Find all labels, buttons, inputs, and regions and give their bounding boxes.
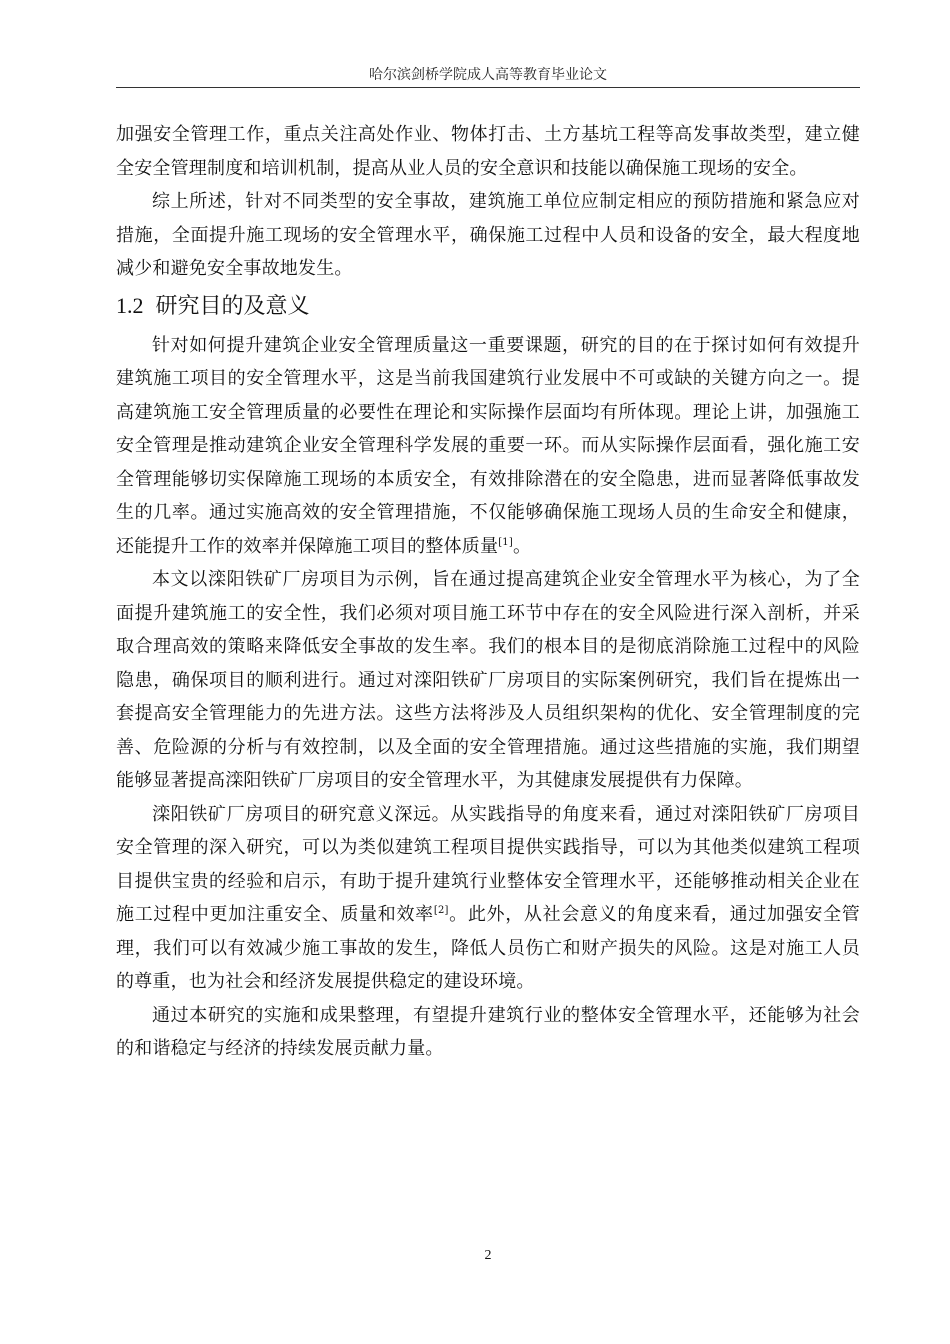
section-heading [116,288,860,325]
paragraph-summary: 综上所述，针对不同类型的安全事故，建筑施工单位应制定相应的预防措施和紧急应对措施，全面提升施工现场的安全管理水平，确保施工过程中人员和设备的安全，最大程度地减少和避免安全事故地发生。 [116,191,860,279]
section-title: 研究目的及意义 [155,293,310,319]
paragraph-project-example: 本文以滦阳铁矿厂房项目为示例，旨在通过提高建筑企业安全管理水平为核心，为了全面提升建筑施工的安全性，我们必须对项目施工环节中存在的安全风险进行深入剖析，并采取合理高效的策略来降低安全事故的发生率。我们的根本目的是彻底消除施工过程中的风险隐患，确保项目的顺利进行。通过对滦阳铁矿厂房项目的实际案例研究，我们旨在提炼出一套提高安全管理能力的先进方法。这些方法将涉及人员组织架构的优化、安全管理制度的完善、危险源的分析与有效控制，以及全面的安全管理措施。通过这些措施的实施，我们期望能够显著提高滦阳铁矿厂房项目的安全管理水平，为其健康发展提供有力保障。 [116,569,860,791]
running-header: 哈尔滨剑桥学院成人高等教育毕业论文 [369,67,607,83]
section-number: 1.2 [116,292,144,318]
paragraph-text: 针对如何提升建筑企业安全管理质量这一重要课题，研究的目的在于探讨如何有效提升建筑施工项目的安全管理水平，这是当前我国建筑行业发展中不可或缺的关键方向之一。提高建筑施工安全管理质量的必要性在理论和实际操作层面均有所体现。理论上讲，加强施工安全管理是推动建筑企业安全管理科学发展的重要一环。而从实际操作层面看，强化施工安全管理能够切实保障施工现场的本质安全，有效排除潜在的安全隐患，进而显著降低事故发生的几率。通过实施高效的安全管理措施，不仅能够确保施工现场人员的生命安全和健康，还能提升工作的效率并保障施工项目的整体质量 [116,334,860,557]
paragraph-tail: 。 [512,535,532,557]
paragraph-conclusion: 通过本研究的实施和成果整理，有望提升建筑行业的整体安全管理水平，还能够为社会的和谐稳定与经济的持续发展贡献力量。 [116,1004,860,1059]
header-rule [116,87,860,88]
citation-ref: [2] [433,905,449,916]
page-number: 2 [484,1248,492,1263]
paragraph-purpose [116,329,860,564]
citation-ref: [1] [498,536,513,548]
body-text [116,118,860,1066]
paragraph-text: 滦阳铁矿厂房项目的研究意义深远。从实践指导的角度来看，通过对滦阳铁矿厂房项目安全管理的深入研究，可以为类似建筑工程项目提供实践指导，可以为其他类似建筑工程项目提供宝贵的经验和启示，有助于提升建筑行业整体安全管理水平，还能够推动相关企业在施工过程中更加注重安全、质量和效率 [116,803,860,925]
paragraph-continued: 加强安全管理工作，重点关注高处作业、物体打击、土方基坑工程等高发事故类型，建立健全安全管理制度和培训机制，提高从业人员的安全意识和技能以确保施工现场的安全。 [116,124,860,179]
paragraph-tail: 。此外，从社会意义的角度来看，通过加强安全管理，我们可以有效减少施工事故的发生，降低人员伤亡和财产损失的风险。这是对施工人员的尊重，也为社会和经济发展提供稳定的建设环境。 [116,904,860,992]
paragraph-significance [116,798,860,999]
